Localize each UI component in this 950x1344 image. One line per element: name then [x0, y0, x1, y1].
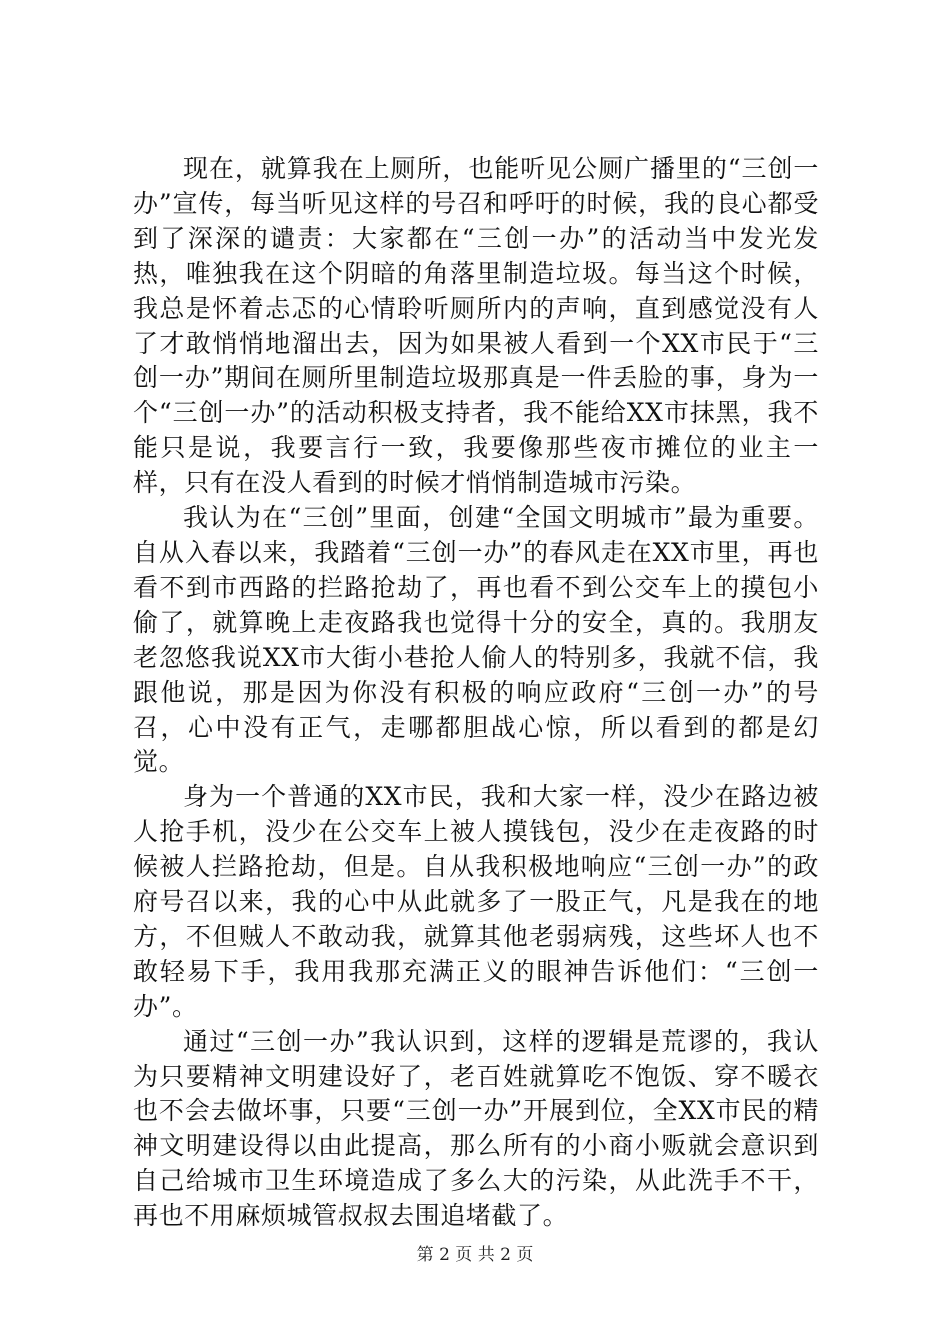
document-body	[133, 152, 819, 1234]
page-footer	[0, 1244, 950, 1266]
paragraph-2: 我认为在“三创”里面，创建“全国文明城市”最为重要。自从入春以来，我踏着“三创一办”的春风走在XX市里，再也看不到市西路的拦路抢劫了，再也看不到公交车上的摸包小偷了，就算晚上走夜路我也觉得十分的安全，真的。我朋友老忽悠我说XX市大街小巷抢人偷人的特别多，我就不信，我跟他说，那是因为你没有积极的响应政府“三创一办”的号召，心中没有正气，走哪都胆战心惊，所以看到的都是幻觉。	[133, 503, 819, 777]
paragraph-3: 身为一个普通的XX市民，我和大家一样，没少在路边被人抢手机，没少在公交车上被人摸钱包，没少在走夜路的时候被人拦路抢劫，但是。自从我积极地响应“三创一办”的政府号召以来，我的心中从此就多了一股正气，凡是我在的地方，不但贼人不敢动我，就算其他老弱病残，这些坏人也不敢轻易下手，我用我那充满正义的眼神告诉他们：“三创一办”。	[133, 782, 819, 1021]
paragraph-4: 通过“三创一办”我认识到，这样的逻辑是荒谬的，我认为只要精神文明建设好了，老百姓就算吃不饱饭、穿不暖衣也不会去做坏事，只要“三创一办”开展到位，全XX市民的精神文明建设得以由此提高，那么所有的小商小贩就会意识到自己给城市卫生环境造成了多么大的污染，从此洗手不干，再也不用麻烦城管叔叔去围追堵截了。	[133, 1026, 819, 1231]
paragraph-1: 现在，就算我在上厕所，也能听见公厕广播里的“三创一办”宣传，每当听见这样的号召和呼吁的时候，我的良心都受到了深深的谴责：大家都在“三创一办”的活动当中发光发热，唯独我在这个阴暗的角落里制造垃圾。每当这个时候，我总是怀着忐忑的心情聆听厕所内的声响，直到感觉没有人了才敢悄悄地溜出去，因为如果被人看到一个XX市民于“三创一办”期间在厕所里制造垃圾那真是一件丢脸的事，身为一个“三创一办”的活动积极支持者，我不能给XX市抹黑，我不能只是说，我要言行一致，我要像那些夜市摊位的业主一样，只有在没人看到的时候才悄悄制造城市污染。	[133, 154, 819, 498]
page-number-label: 第 2 页 共 2 页	[416, 1245, 534, 1265]
